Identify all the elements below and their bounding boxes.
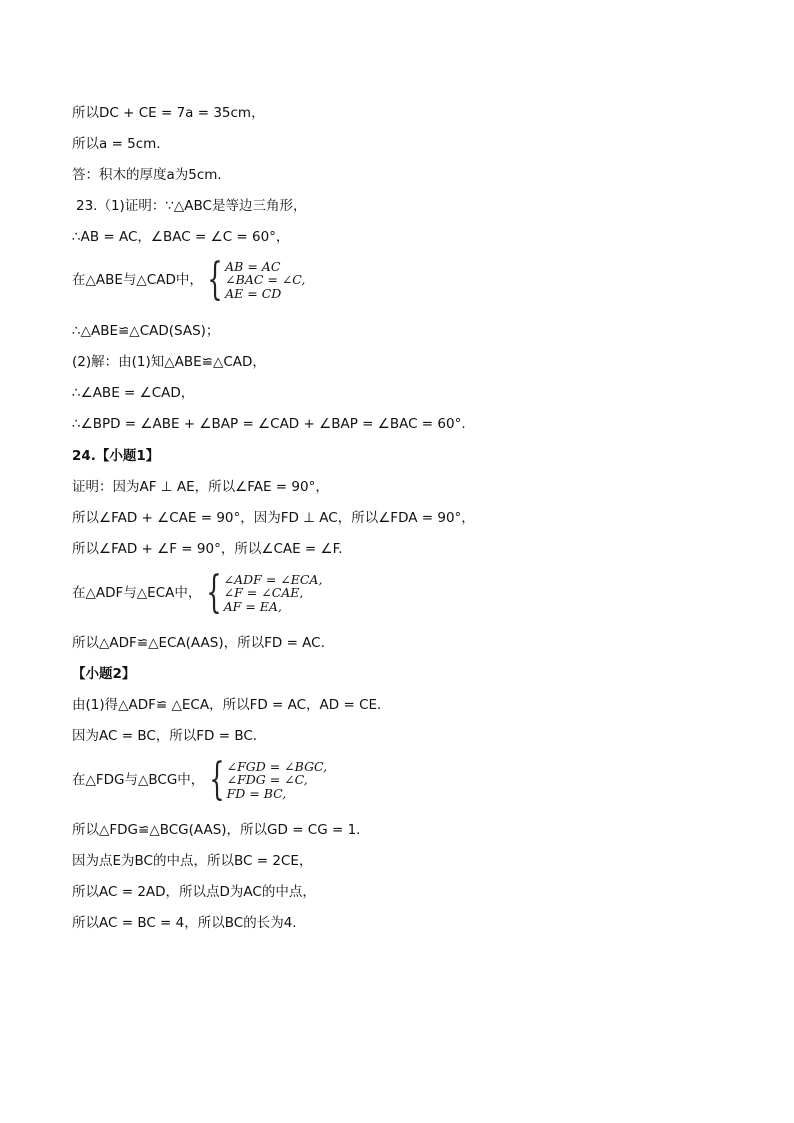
system-row: ∠F = ∠CAE, — [223, 585, 304, 601]
text-line: ∴∠ABE = ∠CAD， — [72, 385, 195, 401]
problem-24-heading: 24.【小题1】 — [72, 448, 160, 464]
subproblem-2-heading: 【小题2】 — [72, 666, 136, 682]
text-line: (2)解：由(1)知△ABE≌△CAD， — [72, 354, 266, 370]
text-line: ∴AB = AC，∠BAC = ∠C = 60°， — [72, 229, 290, 245]
text-line: ∴∠BPD = ∠ABE + ∠BAP = ∠CAD + ∠BAP = ∠BAC = 60°. — [72, 416, 466, 432]
system-row: AE = CD — [225, 285, 282, 301]
system-prefix: 在△ADF与△ECA中， — [72, 585, 202, 601]
system-prefix: 在△FDG与△BCG中， — [72, 772, 205, 788]
left-brace: { — [207, 254, 223, 305]
system-row: FD = BC, — [226, 785, 287, 801]
text-line: 所以△ADF≌△ECA(AAS)，所以FD = AC． — [72, 635, 335, 651]
text-line: 所以DC + CE = 7a = 35cm， — [72, 105, 265, 121]
text-line: 所以a = 5cm． — [72, 136, 170, 152]
system-row: AF = EA, — [223, 598, 282, 614]
system-row: ∠FDG = ∠C, — [226, 772, 308, 788]
equation-system — [207, 254, 306, 305]
system-row: ∠BAC = ∠C, — [225, 272, 306, 288]
text-line: 因为点E为BC的中点，所以BC = 2CE， — [72, 853, 313, 869]
text-line: 所以△FDG≌△BCG(AAS)，所以GD = CG = 1. — [72, 822, 361, 838]
congruence-system-line — [72, 254, 306, 305]
text-line: 答：积木的厚度a为5cm． — [72, 167, 231, 183]
system-row: ∠FGD = ∠BGC, — [226, 758, 328, 774]
text-line: 所以∠FAD + ∠F = 90°，所以∠CAE = ∠F. — [72, 541, 343, 557]
left-brace: { — [208, 754, 225, 805]
text-line: 因为AC = BC，所以FD = BC． — [72, 728, 267, 744]
left-brace: { — [205, 567, 222, 618]
text-line: 所以AC = BC = 4，所以BC的长为4. — [72, 915, 297, 931]
equation-system — [208, 754, 328, 805]
text-line: 所以∠FAD + ∠CAE = 90°，因为FD ⊥ AC，所以∠FDA = 90°， — [72, 510, 475, 526]
text-line: ∴△ABE≌△CAD(SAS)； — [72, 323, 220, 339]
system-row: AB = AC — [225, 258, 281, 274]
system-row: ∠ADF = ∠ECA, — [223, 571, 323, 587]
equation-system — [205, 567, 323, 618]
congruence-system-line — [72, 567, 323, 618]
text-line: 证明：因为AF ⊥ AE，所以∠FAE = 90°， — [72, 479, 329, 495]
text-line: 由(1)得△ADF≌ △ECA，所以FD = AC，AD = CE． — [72, 697, 391, 713]
text-line: 所以AC = 2AD，所以点D为AC的中点， — [72, 884, 316, 900]
problem-23-heading: 23.（1)证明：∵△ABC是等边三角形， — [76, 198, 307, 214]
system-prefix: 在△ABE与△CAD中， — [72, 272, 203, 288]
congruence-system-line — [72, 754, 328, 805]
